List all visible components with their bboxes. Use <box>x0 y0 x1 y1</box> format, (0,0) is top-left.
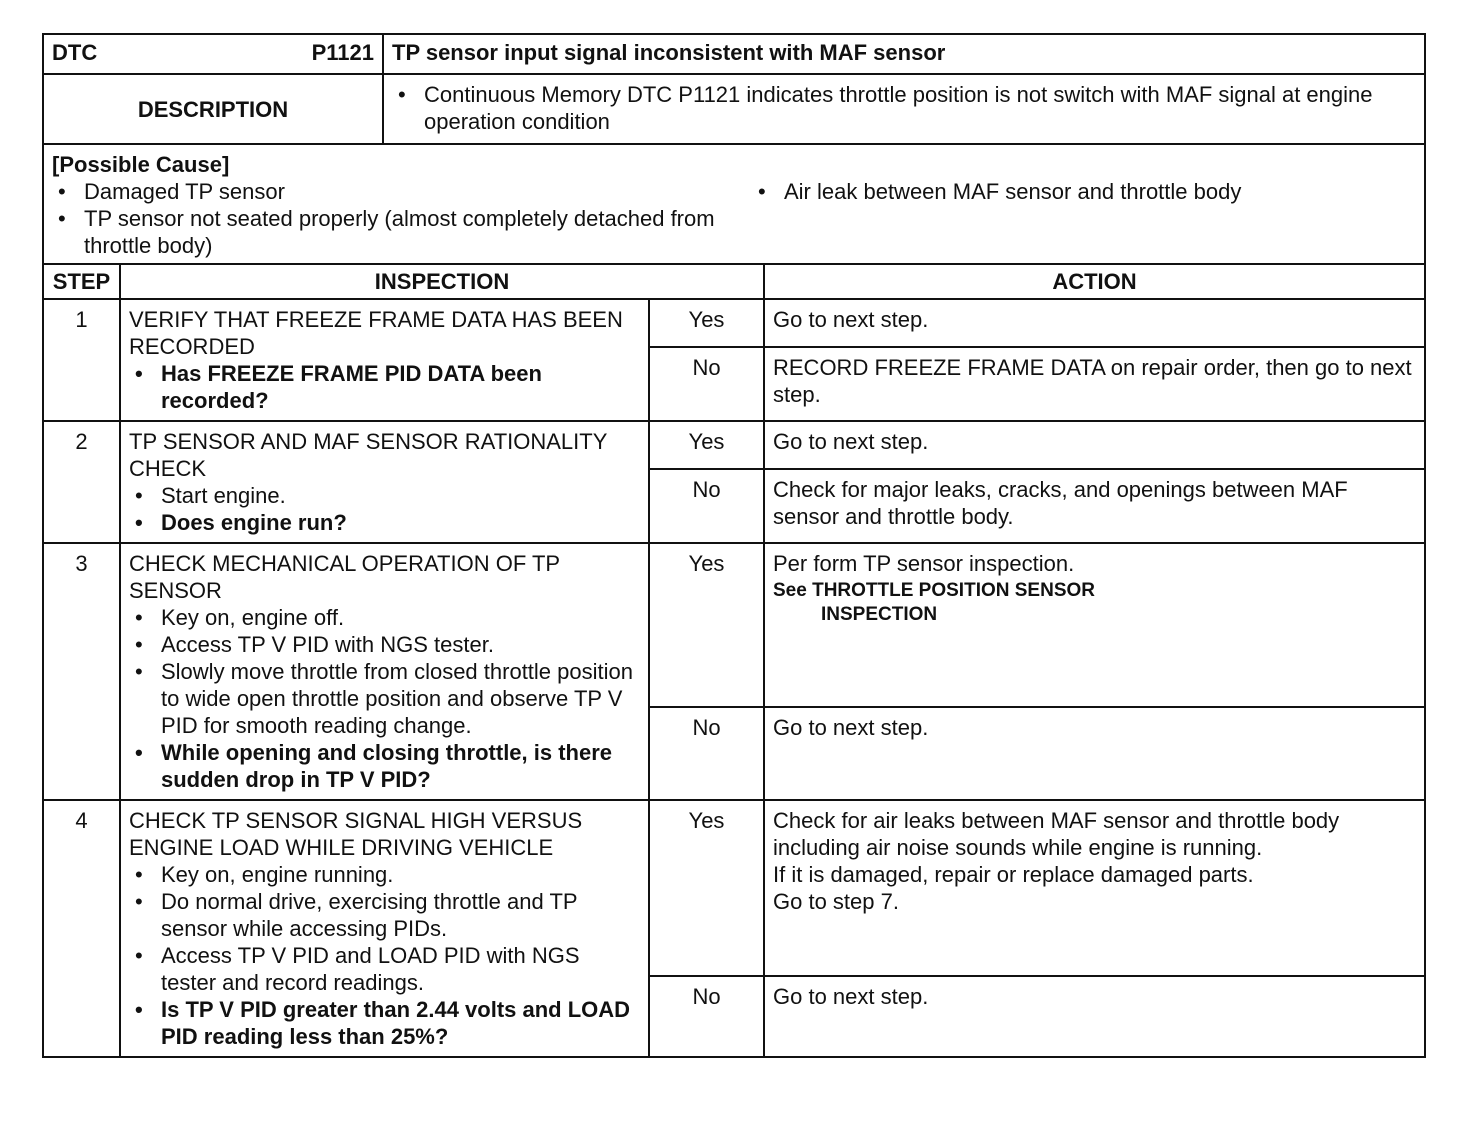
column-header-inspection: INSPECTION <box>120 264 764 299</box>
yes-action: Go to step 7. <box>773 889 899 914</box>
dtc-procedure-sheet <box>42 33 1424 1058</box>
step-bullet: • Start engine. <box>129 482 640 509</box>
yes-action-cell <box>764 543 1425 707</box>
description-row <box>43 74 1425 144</box>
step-question: • While opening and closing throttle, is there sudden drop in TP V PID? <box>129 739 640 793</box>
yes-action: Go to next step. <box>764 299 1425 347</box>
no-action: Go to next step. <box>764 976 1425 1057</box>
column-header-row <box>43 264 1425 299</box>
yes-action: Go to next step. <box>764 421 1425 469</box>
step-bullet: • Access TP V PID and LOAD PID with NGS tester and record readings. <box>129 942 640 996</box>
step-number: 4 <box>43 800 120 1057</box>
dtc-label: DTC <box>52 40 98 65</box>
dtc-code: P1121 <box>311 40 374 65</box>
no-label: No <box>649 347 764 421</box>
description-text: • Continuous Memory DTC P1121 indicates throttle position is not switch with MAF signal at engine operation condition <box>392 81 1416 135</box>
description-label: DESCRIPTION <box>43 74 383 144</box>
step-question: • Is TP V PID greater than 2.44 volts and LOAD PID reading less than 25%? <box>129 996 640 1050</box>
possible-cause-heading: [Possible Cause] <box>52 152 230 177</box>
step-question: • Has FREEZE FRAME PID DATA been recorded? <box>129 360 640 414</box>
step-title: CHECK MECHANICAL OPERATION OF TP SENSOR <box>129 551 560 603</box>
description-cell <box>383 74 1425 144</box>
possible-cause-row <box>43 144 1425 264</box>
step-title: CHECK TP SENSOR SIGNAL HIGH VERSUS ENGINE LOAD WHILE DRIVING VEHICLE <box>129 808 583 860</box>
column-header-step: STEP <box>43 264 120 299</box>
step-row-yes <box>43 421 1425 469</box>
step-row-yes <box>43 800 1425 976</box>
dtc-title: TP sensor input signal inconsistent with MAF sensor <box>383 34 1425 74</box>
yes-action: If it is damaged, repair or replace damaged parts. <box>773 862 1254 887</box>
step-bullet: • Access TP V PID with NGS tester. <box>129 631 640 658</box>
step-number: 3 <box>43 543 120 800</box>
no-action: RECORD FREEZE FRAME DATA on repair order, then go to next step. <box>764 347 1425 421</box>
yes-action-cell <box>764 800 1425 976</box>
yes-action: Per form TP sensor inspection. <box>773 551 1075 576</box>
yes-action: Check for air leaks between MAF sensor and throttle body including air noise sounds while engine is running. <box>773 808 1340 860</box>
step-bullet: • Key on, engine off. <box>129 604 640 631</box>
no-label: No <box>649 707 764 800</box>
step-inspection <box>120 543 649 800</box>
no-label: No <box>649 976 764 1057</box>
step-inspection <box>120 800 649 1057</box>
step-question: • Does engine run? <box>129 509 640 536</box>
no-label: No <box>649 469 764 543</box>
yes-label: Yes <box>649 800 764 976</box>
see-reference <box>773 579 1416 627</box>
column-header-action: ACTION <box>764 264 1425 299</box>
possible-cause-cell <box>43 144 1425 264</box>
step-title: VERIFY THAT FREEZE FRAME DATA HAS BEEN RECORDED <box>129 307 623 359</box>
dtc-table <box>42 33 1426 1058</box>
dtc-code-cell <box>43 34 383 74</box>
step-bullet: • Slowly move throttle from closed throttle position to wide open throttle position and observe TP V PID for smooth reading change. <box>129 658 640 739</box>
step-row-yes <box>43 543 1425 707</box>
step-inspection <box>120 421 649 543</box>
no-action: Check for major leaks, cracks, and openings between MAF sensor and throttle body. <box>764 469 1425 543</box>
no-action: Go to next step. <box>764 707 1425 800</box>
step-number: 2 <box>43 421 120 543</box>
step-bullet: • Key on, engine running. <box>129 861 640 888</box>
step-title: TP SENSOR AND MAF SENSOR RATIONALITY CHECK <box>129 429 607 481</box>
cause-item: • Air leak between MAF sensor and throttle body <box>752 178 1416 205</box>
step-number: 1 <box>43 299 120 421</box>
dtc-header-row <box>43 34 1425 74</box>
step-bullet: • Do normal drive, exercising throttle and TP sensor while accessing PIDs. <box>129 888 640 942</box>
see-reference-line: INSPECTION <box>821 604 938 625</box>
cause-item: • Damaged TP sensor <box>52 178 752 205</box>
see-reference-line: See THROTTLE POSITION SENSOR <box>773 580 1095 601</box>
yes-label: Yes <box>649 299 764 347</box>
step-inspection <box>120 299 649 421</box>
step-row-yes <box>43 299 1425 347</box>
yes-label: Yes <box>649 421 764 469</box>
cause-item: • TP sensor not seated properly (almost completely detached from throttle body) <box>52 205 752 259</box>
yes-label: Yes <box>649 543 764 707</box>
